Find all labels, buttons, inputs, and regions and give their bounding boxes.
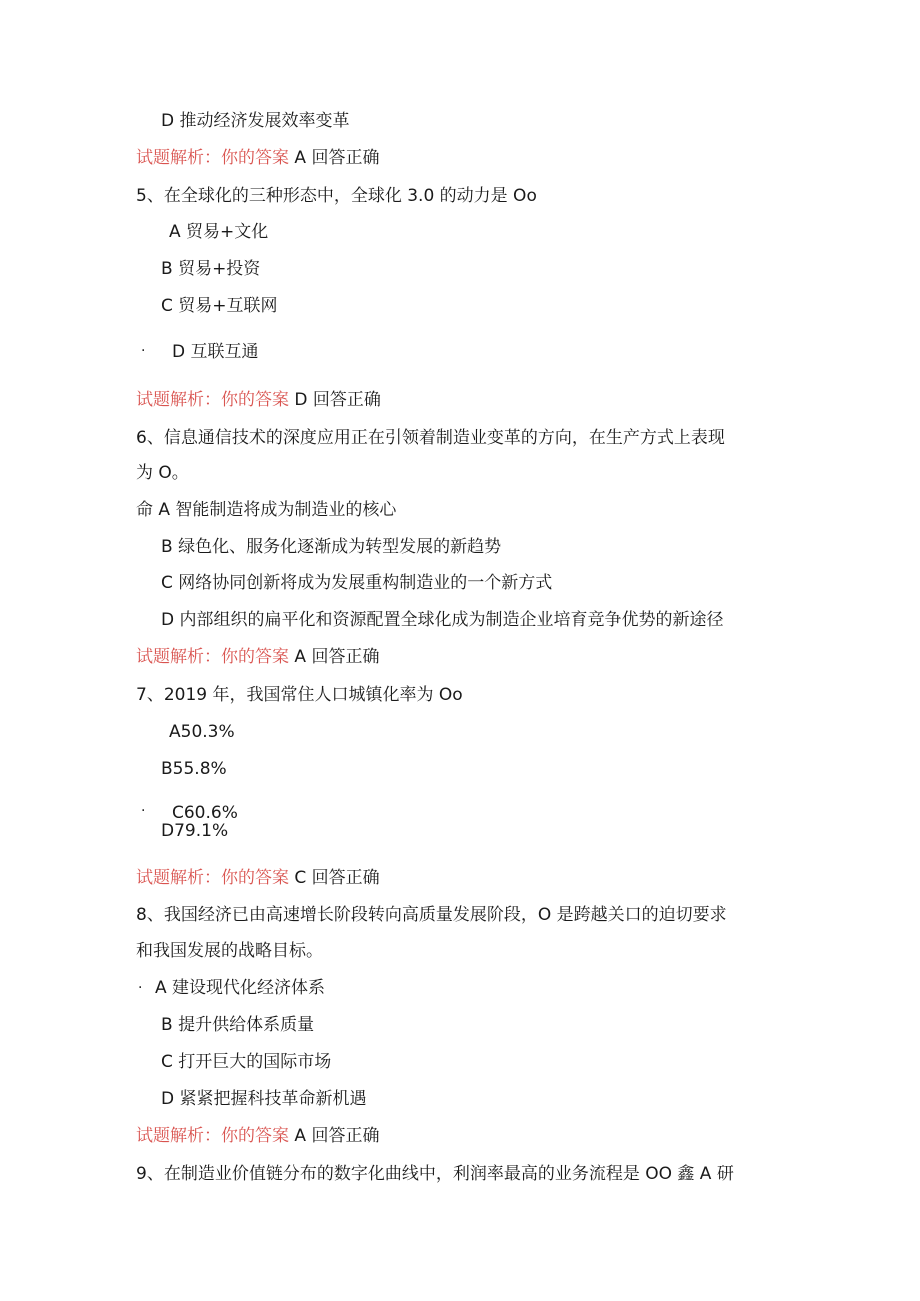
q6-option-d: D 内部组织的扁平化和资源配置全球化成为制造企业培育竞争优势的新途径 [161,610,724,630]
q7-option-c: C60.6% [172,803,238,823]
q4-option-d: D 推动经济发展效率变革 [161,111,350,131]
q6-stem-line2: 为 O。 [136,463,189,483]
answer-result: C 回答正确 [294,868,380,888]
bullet-marker: · [138,980,143,996]
q5-answer [136,389,381,411]
q8-stem-line1: 8、我国经济已由高速增长阶段转向高质量发展阶段，O 是跨越关口的迫切要求 [136,905,727,925]
q9-stem: 9、在制造业价值链分布的数字化曲线中，利润率最高的业务流程是 OO 鑫 A 研 [136,1164,734,1184]
q4-answer [136,147,379,169]
answer-label: 试题解析：你的答案 [136,1126,289,1146]
q7-option-d: D79.1% [161,821,229,841]
q7-stem: 7、2019 年，我国常住人口城镇化率为 Oo [136,685,463,705]
answer-result: A 回答正确 [294,647,380,667]
q5-option-c: C 贸易+互联网 [161,296,278,316]
q6-option-b: B 绿色化、服务化逐渐成为转型发展的新趋势 [161,537,502,557]
answer-result: A 回答正确 [294,1126,380,1146]
bullet-marker: · [141,343,146,359]
q5-option-b: B 贸易+投资 [161,259,261,279]
q5-option-d: D 互联互通 [172,342,259,362]
q6-option-a: 命 A 智能制造将成为制造业的核心 [136,500,397,520]
answer-label: 试题解析：你的答案 [136,647,289,667]
q7-answer [136,867,380,889]
answer-result: A 回答正确 [294,148,380,168]
q5-stem: 5、在全球化的三种形态中，全球化 3.0 的动力是 Oo [136,186,537,206]
q8-stem-line2: 和我国发展的战略目标。 [136,941,323,961]
answer-result: D 回答正确 [294,390,381,410]
q8-option-b: B 提升供给体系质量 [161,1015,315,1035]
answer-label: 试题解析：你的答案 [136,148,289,168]
q6-answer [136,646,379,668]
answer-label: 试题解析：你的答案 [136,390,289,410]
q8-option-a: A 建设现代化经济体系 [155,978,326,998]
q8-option-c: C 打开巨大的国际市场 [161,1052,332,1072]
q5-option-a: A 贸易+文化 [169,222,269,242]
bullet-marker: · [141,803,146,819]
q6-stem-line1: 6、信息通信技术的深度应用正在引领着制造业变革的方向，在生产方式上表现 [136,428,725,448]
answer-label: 试题解析：你的答案 [136,868,289,888]
q8-option-d: D 紧紧把握科技革命新机遇 [161,1089,367,1109]
q7-option-a: A50.3% [169,722,235,742]
q7-option-b: B55.8% [161,759,227,779]
q8-answer [136,1125,379,1147]
q6-option-c: C 网络协同创新将成为发展重构制造业的一个新方式 [161,573,553,593]
